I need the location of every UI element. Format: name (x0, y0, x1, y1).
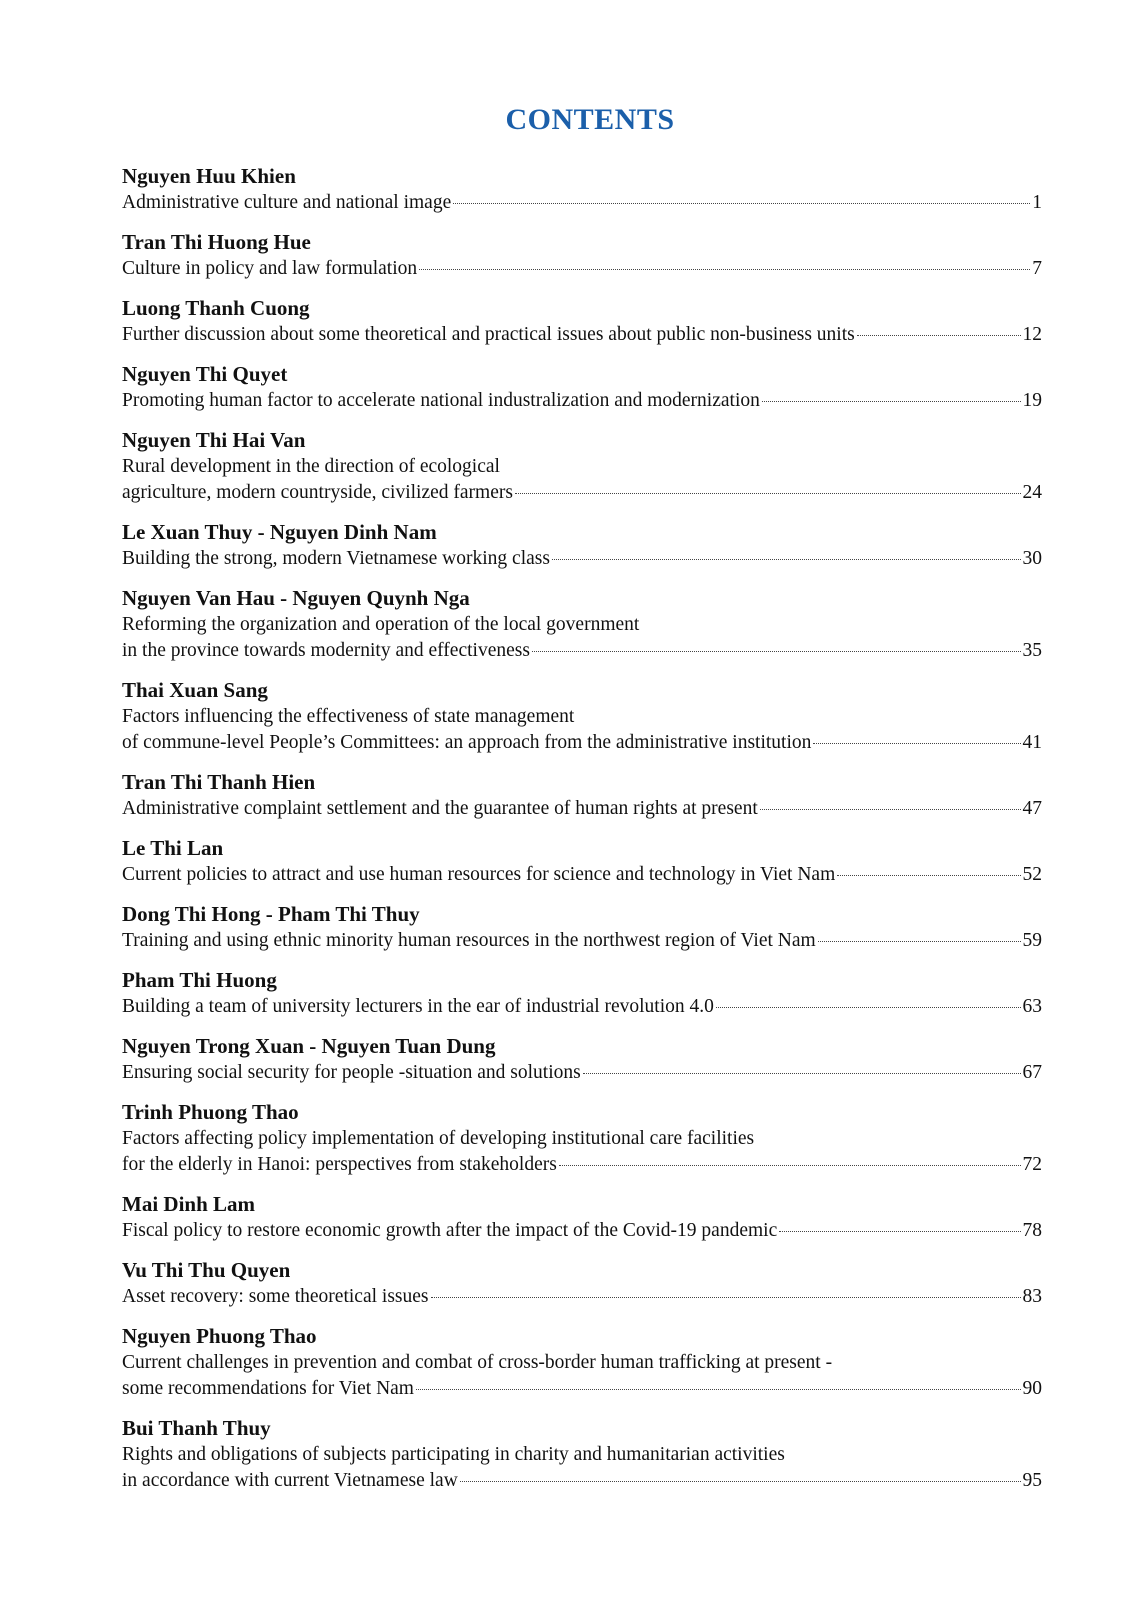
toc-entry (122, 677, 1042, 756)
dot-leader (419, 269, 1030, 270)
toc-title-row (122, 388, 1042, 414)
toc-entry (122, 361, 1042, 414)
toc-author: Nguyen Trong Xuan - Nguyen Tuan Dung (122, 1034, 496, 1058)
toc-title-row (122, 1060, 1042, 1086)
toc-entry (122, 427, 1042, 506)
toc-author: Luong Thanh Cuong (122, 296, 310, 320)
toc-title-text: Training and using ethnic minority human resources in the northwest region of Viet Nam (122, 930, 816, 951)
toc-page-number: 59 (1022, 930, 1042, 951)
toc-title-line: Factors influencing the effectiveness of state management (122, 706, 575, 727)
dot-leader (515, 493, 1021, 494)
toc-page-number: 12 (1022, 324, 1042, 345)
toc-page-number: 63 (1022, 996, 1042, 1017)
toc-author: Thai Xuan Sang (122, 678, 268, 702)
toc-title-text: Administrative complaint settlement and the guarantee of human rights at present (122, 798, 758, 819)
toc-title-text: Culture in policy and law formulation (122, 258, 418, 279)
toc-author: Vu Thi Thu Quyen (122, 1258, 291, 1282)
dot-leader (779, 1231, 1020, 1232)
dot-leader (453, 203, 1030, 204)
toc-page-number: 67 (1022, 1062, 1042, 1083)
toc-title-line: Rural development in the direction of ecological (122, 456, 500, 477)
toc-title-text: in the province towards modernity and effectiveness (122, 640, 530, 661)
dot-leader (762, 401, 1021, 402)
dot-leader (552, 559, 1021, 560)
toc-title-row (122, 1218, 1042, 1244)
toc-page-number: 41 (1022, 732, 1042, 753)
toc-title-row (122, 862, 1042, 888)
toc-title-row (122, 994, 1042, 1020)
toc-page-number: 35 (1022, 640, 1042, 661)
toc-title-text: Building a team of university lecturers in the ear of industrial revolution 4.0 (122, 996, 714, 1017)
toc-title-text: in accordance with current Vietnamese law (122, 1470, 458, 1491)
toc-title-row (122, 796, 1042, 822)
toc-author: Nguyen Thi Quyet (122, 362, 288, 386)
toc-title-text: Asset recovery: some theoretical issues (122, 1286, 429, 1307)
toc-author: Le Thi Lan (122, 836, 224, 860)
toc-entry (122, 295, 1042, 348)
toc-page-number: 1 (1032, 192, 1042, 213)
dot-leader (837, 875, 1020, 876)
page-title: CONTENTS (505, 103, 675, 136)
toc-entry (122, 1033, 1042, 1086)
toc-author: Le Xuan Thuy - Nguyen Dinh Nam (122, 520, 437, 544)
toc-title-row (122, 256, 1042, 282)
toc-page-number: 72 (1022, 1154, 1042, 1175)
toc-entry (122, 769, 1042, 822)
toc-title-line: Factors affecting policy implementation of developing institutional care facilities (122, 1128, 755, 1149)
toc-title-row (122, 730, 1042, 756)
toc-title-text: Promoting human factor to accelerate national industralization and modernization (122, 390, 760, 411)
toc-entry (122, 835, 1042, 888)
toc-page-number: 30 (1022, 548, 1042, 569)
toc-title-text: Ensuring social security for people -situation and solutions (122, 1062, 581, 1083)
toc-title-text: agriculture, modern countryside, civilized farmers (122, 482, 513, 503)
dot-leader (716, 1007, 1021, 1008)
toc-entry (122, 967, 1042, 1020)
toc-entry (122, 1191, 1042, 1244)
toc-title-text: for the elderly in Hanoi: perspectives from stakeholders (122, 1154, 557, 1175)
toc-title-row (122, 322, 1042, 348)
toc-page-number: 7 (1032, 258, 1042, 279)
toc-page-number: 78 (1022, 1220, 1042, 1241)
toc-title-text: Current policies to attract and use human resources for science and technology in Viet Nam (122, 864, 836, 885)
toc-author: Dong Thi Hong - Pham Thi Thuy (122, 902, 420, 926)
toc-page-number: 47 (1022, 798, 1042, 819)
toc-title-row (122, 480, 1042, 506)
toc-page-number: 19 (1022, 390, 1042, 411)
toc-title-row (122, 1284, 1042, 1310)
toc-entry (122, 901, 1042, 954)
toc-page-number: 83 (1022, 1286, 1042, 1307)
toc-page-number: 52 (1022, 864, 1042, 885)
toc-title-line: Rights and obligations of subjects participating in charity and humanitarian activities (122, 1444, 785, 1465)
toc-entry (122, 585, 1042, 664)
toc-title-row (122, 1152, 1042, 1178)
toc-author: Nguyen Van Hau - Nguyen Quynh Nga (122, 586, 470, 610)
toc-page-number: 24 (1022, 482, 1042, 503)
toc-author: Trinh Phuong Thao (122, 1100, 299, 1124)
toc-author: Nguyen Huu Khien (122, 164, 296, 188)
toc-page-number: 90 (1022, 1378, 1042, 1399)
toc-entry (122, 1257, 1042, 1310)
dot-leader (583, 1073, 1021, 1074)
toc-title-row (122, 1468, 1042, 1494)
toc-title-text: Building the strong, modern Vietnamese working class (122, 548, 550, 569)
toc-title-row (122, 1376, 1042, 1402)
toc-entry (122, 1099, 1042, 1178)
toc-entry (122, 1323, 1042, 1402)
toc-title-line: Current challenges in prevention and combat of cross-border human trafficking at present - (122, 1352, 833, 1373)
toc-entry (122, 163, 1042, 216)
toc-title-text: some recommendations for Viet Nam (122, 1378, 414, 1399)
toc-title-line: Reforming the organization and operation of the local government (122, 614, 640, 635)
toc-title-text: Fiscal policy to restore economic growth after the impact of the Covid-19 pandemic (122, 1220, 778, 1241)
dot-leader (813, 743, 1020, 744)
toc-title-row (122, 190, 1042, 216)
toc-entry (122, 1415, 1042, 1494)
toc-page-number: 95 (1022, 1470, 1042, 1491)
dot-leader (857, 335, 1021, 336)
toc-author: Nguyen Thi Hai Van (122, 428, 306, 452)
toc-entry (122, 229, 1042, 282)
dot-leader (818, 941, 1021, 942)
dot-leader (559, 1165, 1021, 1166)
dot-leader (431, 1297, 1021, 1298)
toc-title-text: Further discussion about some theoretical and practical issues about public non-business units (122, 324, 855, 345)
toc-author: Tran Thi Huong Hue (122, 230, 311, 254)
dot-leader (760, 809, 1021, 810)
dot-leader (532, 651, 1021, 652)
toc-author: Tran Thi Thanh Hien (122, 770, 316, 794)
dot-leader (416, 1389, 1021, 1390)
toc-author: Pham Thi Huong (122, 968, 277, 992)
toc-author: Bui Thanh Thuy (122, 1416, 271, 1440)
table-of-contents (122, 163, 1042, 1507)
toc-title-text: Administrative culture and national image (122, 192, 452, 213)
toc-title-row (122, 638, 1042, 664)
toc-entry (122, 519, 1042, 572)
toc-title-row (122, 546, 1042, 572)
toc-title-text: of commune-level People’s Committees: an approach from the administrative institution (122, 732, 812, 753)
toc-author: Nguyen Phuong Thao (122, 1324, 317, 1348)
toc-title-row (122, 928, 1042, 954)
toc-author: Mai Dinh Lam (122, 1192, 256, 1216)
dot-leader (460, 1481, 1021, 1482)
